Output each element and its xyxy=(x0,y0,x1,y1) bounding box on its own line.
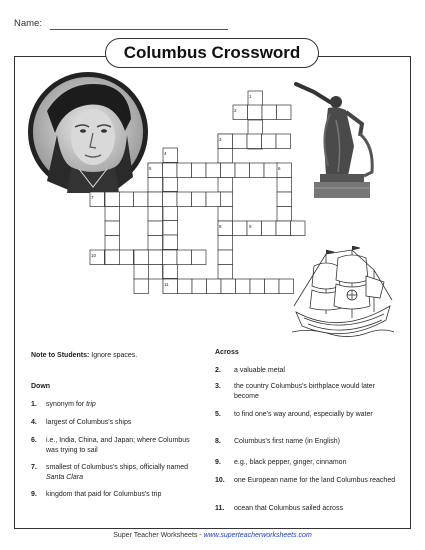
clue-text: Columbus's first name (in English) xyxy=(234,438,340,445)
note-to-students xyxy=(31,352,137,359)
crossword-cell[interactable] xyxy=(163,250,178,265)
crossword-cell[interactable] xyxy=(163,206,178,221)
crossword-cell[interactable] xyxy=(163,163,178,178)
down-clue xyxy=(31,463,201,483)
clue-text-part: kingdom that paid for Columbus's trip xyxy=(46,491,162,498)
crossword-cell[interactable] xyxy=(163,221,178,236)
crossword-cell[interactable] xyxy=(134,265,149,280)
clue-text-part: synonym for xyxy=(46,401,87,408)
clue-text: to find one's way around, especially by water xyxy=(234,411,373,418)
clue-text-emphasis: trip xyxy=(86,401,96,408)
crossword-cell[interactable] xyxy=(277,105,292,120)
crossword-cell[interactable] xyxy=(148,192,163,207)
crossword-cell[interactable] xyxy=(277,178,292,193)
crossword-cell[interactable] xyxy=(134,279,149,294)
crossword-cell[interactable] xyxy=(236,279,251,294)
cell-number: 8 xyxy=(219,224,222,229)
crossword-cell[interactable] xyxy=(277,192,292,207)
across-clue xyxy=(215,366,400,376)
crossword-cell[interactable] xyxy=(262,105,277,120)
clue-text-part: smallest of Columbus's ships, officially named xyxy=(46,464,189,471)
clue-number: 5. xyxy=(215,411,221,418)
clue-number: 9. xyxy=(215,459,221,466)
crossword-cell[interactable] xyxy=(233,134,248,149)
crossword-cell[interactable] xyxy=(250,279,265,294)
clue-number: 11. xyxy=(215,505,225,512)
crossword-cell[interactable] xyxy=(218,207,233,222)
crossword-cell[interactable] xyxy=(247,134,262,149)
clue-number: 8. xyxy=(215,438,221,445)
footer xyxy=(0,532,425,539)
crossword-cell[interactable] xyxy=(105,250,120,265)
crossword-cell[interactable] xyxy=(221,163,236,178)
crossword-cell[interactable] xyxy=(148,236,163,251)
clue-number: 3. xyxy=(215,383,221,390)
cell-number: 7 xyxy=(91,195,94,200)
page-title: Columbus Crossword xyxy=(105,38,319,68)
clue-text: ocean that Columbus sailed across xyxy=(234,505,343,512)
crossword-cell[interactable] xyxy=(265,279,280,294)
clue-text xyxy=(46,490,201,500)
clue-text xyxy=(46,400,201,410)
clue-number: 4. xyxy=(31,419,37,426)
crossword-cell[interactable] xyxy=(276,134,291,149)
clue-text-emphasis: Santa Clara xyxy=(46,474,83,481)
across-clue xyxy=(215,382,400,402)
clue-text: a valuable metal xyxy=(234,367,285,374)
crossword-cell[interactable] xyxy=(207,279,222,294)
clue-number: 2. xyxy=(215,367,221,374)
crossword-cell[interactable] xyxy=(218,236,233,251)
cell-number: 10 xyxy=(91,253,97,258)
cell-number: 5 xyxy=(149,166,152,171)
crossword-cell[interactable] xyxy=(148,250,163,265)
note-label: Note to Students: xyxy=(31,352,90,359)
crossword-cell[interactable] xyxy=(192,250,207,265)
clue-text-part: i.e., India, China, and Japan; where Columbus was trying to sail xyxy=(46,437,190,454)
crossword-cell[interactable] xyxy=(218,178,233,193)
across-clue xyxy=(215,476,400,486)
crossword-cell[interactable] xyxy=(163,264,178,279)
crossword-cell[interactable] xyxy=(119,192,134,207)
cell-number: 4 xyxy=(164,151,167,156)
crossword-cell[interactable] xyxy=(192,192,207,207)
crossword-cell[interactable] xyxy=(119,250,134,265)
across-clue xyxy=(215,504,400,514)
crossword-cell[interactable] xyxy=(276,221,291,236)
crossword-cell[interactable] xyxy=(163,192,178,207)
crossword-cell[interactable] xyxy=(134,250,149,265)
crossword-cell[interactable] xyxy=(218,149,233,164)
down-heading: Down xyxy=(31,383,51,390)
clue-text: the country Columbus's birthplace would later become xyxy=(234,383,376,400)
crossword-cell[interactable] xyxy=(248,105,263,120)
crossword-cell[interactable] xyxy=(233,221,248,236)
crossword-cell[interactable] xyxy=(264,163,279,178)
crossword-cell[interactable] xyxy=(235,163,250,178)
crossword-cell[interactable] xyxy=(105,207,120,222)
down-clue xyxy=(31,436,201,456)
clue-text: e.g., black pepper, ginger, cinnamon xyxy=(234,459,347,466)
clue-text xyxy=(46,436,201,456)
clue-text: one European name for the land Columbus reached xyxy=(234,477,396,484)
crossword-cell[interactable] xyxy=(250,163,265,178)
crossword-cell[interactable] xyxy=(192,279,207,294)
crossword-cell[interactable] xyxy=(262,221,277,236)
crossword-cell[interactable] xyxy=(218,265,233,280)
clue-number: 6. xyxy=(31,437,37,444)
crossword-cell[interactable] xyxy=(178,279,193,294)
down-clue xyxy=(31,400,201,410)
crossword-cell[interactable] xyxy=(279,279,294,294)
down-clue xyxy=(31,490,201,500)
crossword-cell[interactable] xyxy=(148,221,163,236)
crossword-cell[interactable] xyxy=(206,192,221,207)
crossword-cell[interactable] xyxy=(148,178,163,193)
crossword-cell[interactable] xyxy=(105,236,120,251)
crossword-cell[interactable] xyxy=(262,134,277,149)
crossword-cell[interactable] xyxy=(291,221,306,236)
down-clue xyxy=(31,418,201,428)
footer-text: Super Teacher Worksheets - xyxy=(113,532,204,539)
clue-text xyxy=(46,463,201,483)
crossword-cell[interactable] xyxy=(148,265,163,280)
crossword-cell[interactable] xyxy=(105,192,120,207)
cell-number: 2 xyxy=(234,108,237,113)
across-clue xyxy=(215,410,400,420)
crossword-cell[interactable] xyxy=(177,250,192,265)
crossword-cell[interactable] xyxy=(177,163,192,178)
clue-text-part: largest of Columbus's ships xyxy=(46,419,132,426)
crossword-cell[interactable] xyxy=(163,235,178,250)
cell-number: 11 xyxy=(164,282,169,287)
cell-number: 1 xyxy=(249,94,252,99)
across-clue xyxy=(215,437,400,447)
crossword-cell[interactable] xyxy=(163,177,178,192)
cell-number: 6 xyxy=(278,166,281,171)
across-heading: Across xyxy=(215,349,239,356)
name-label: Name: xyxy=(14,18,42,29)
note-text: Ignore spaces. xyxy=(91,352,138,359)
clue-text xyxy=(46,418,201,428)
clue-number: 7. xyxy=(31,464,37,471)
crossword-cell[interactable] xyxy=(221,279,236,294)
crossword-cell[interactable] xyxy=(192,163,207,178)
clue-number: 9. xyxy=(31,491,37,498)
footer-link[interactable]: www.superteacherworksheets.com xyxy=(203,532,312,539)
crossword-cell[interactable] xyxy=(148,207,163,222)
crossword-cell[interactable] xyxy=(105,221,120,236)
clue-number: 1. xyxy=(31,401,37,408)
crossword-cell[interactable] xyxy=(177,192,192,207)
crossword-cell[interactable] xyxy=(218,250,233,265)
cell-number: 3 xyxy=(219,137,222,142)
crossword-cell[interactable] xyxy=(248,120,263,135)
crossword-cell[interactable] xyxy=(277,207,292,222)
crossword-cell[interactable] xyxy=(134,192,149,207)
cell-number: 9 xyxy=(249,224,252,229)
crossword-cell[interactable] xyxy=(206,163,221,178)
clue-number: 10. xyxy=(215,477,225,484)
across-clue xyxy=(215,458,400,468)
